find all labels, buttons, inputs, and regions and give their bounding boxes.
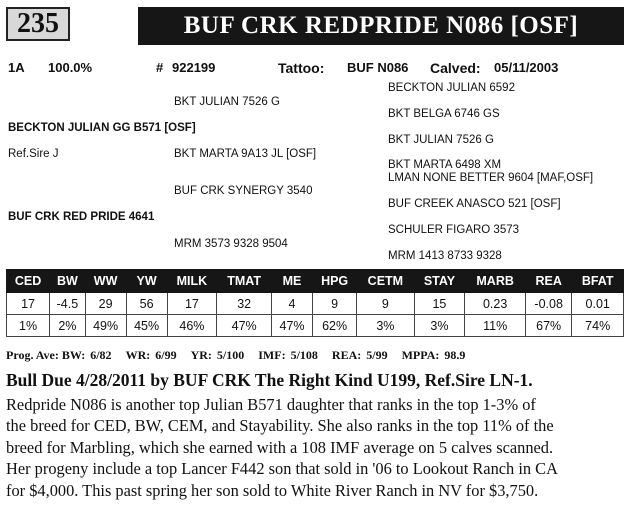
epd-percentile-cell: 47%: [217, 315, 272, 337]
progeny-value: 5/99: [366, 348, 388, 362]
progeny-label: IMF:: [258, 348, 286, 362]
epd-value-cell: 17: [7, 293, 50, 315]
epd-header-cell: MILK: [167, 270, 217, 293]
pedigree-ref-sire: Ref.Sire J: [8, 148, 59, 160]
progeny-label: WR:: [125, 348, 151, 362]
epd-percentile-cell: 67%: [525, 315, 571, 337]
description-line: the breed for CED, BW, CEM, and Stayability. She also ranks in the top 11% of the: [6, 416, 554, 436]
epd-header-cell: BW: [50, 270, 85, 293]
epd-header-row: [7, 270, 624, 293]
pedigree-ssd: BKT BELGA 6746 GS: [388, 108, 500, 120]
progeny-value: 6/82: [90, 348, 112, 362]
epd-percentile-cell: 62%: [313, 315, 357, 337]
pedigree-dds: SCHULER FIGARO 3573: [388, 224, 520, 236]
pedigree-dam-dam: MRM 3573 9328 9504: [174, 238, 288, 250]
epd-percentile-cell: 49%: [85, 315, 126, 337]
pedigree-dam: BUF CRK RED PRIDE 4641: [8, 211, 155, 223]
description-line: breed for Marbling, which she earned with a 108 IMF average on 5 calves scanned.: [6, 437, 554, 457]
epd-percentile-cell: 1%: [7, 315, 50, 337]
breed-code: 1A: [8, 60, 25, 75]
pedigree-sire-dam: BKT MARTA 9A13 JL [OSF]: [174, 148, 317, 160]
epd-percentile-cell: 3%: [414, 315, 465, 337]
epd-value-cell: 9: [313, 293, 357, 315]
progeny-item: [6, 348, 112, 362]
tattoo-label: Tattoo:: [278, 60, 325, 76]
progeny-value: 98.9: [444, 348, 466, 362]
epd-percentile-cell: 2%: [50, 315, 85, 337]
epd-value-cell: 17: [167, 293, 217, 315]
progeny-label: Prog. Ave: BW:: [6, 348, 86, 362]
epd-value-cell: 0.23: [465, 293, 526, 315]
epd-percentile-cell: 74%: [572, 315, 624, 337]
epd-value-cell: 4: [272, 293, 313, 315]
epd-value-cell: -4.5: [50, 293, 85, 315]
epd-value-cell: 32: [217, 293, 272, 315]
epd-header-cell: MARB: [465, 270, 526, 293]
progeny-item: [332, 348, 388, 362]
bull-due: Bull Due 4/28/2011 by BUF CRK The Right Kind U199, Ref.Sire LN-1.: [6, 370, 533, 390]
epd-header-cell: STAY: [414, 270, 465, 293]
epd-header-cell: HPG: [313, 270, 357, 293]
pedigree-sds: BKT JULIAN 7526 G: [388, 134, 494, 146]
progeny-averages: [6, 348, 479, 363]
progeny-label: YR:: [190, 348, 212, 362]
progeny-value: 5/108: [290, 348, 318, 362]
epd-header-cell: ME: [272, 270, 313, 293]
epd-value-cell: 29: [85, 293, 126, 315]
epd-header-cell: CED: [7, 270, 50, 293]
description-line: Her progeny include a top Lancer F442 son that sold in '06 to Lookout Ranch in CA: [6, 459, 558, 479]
epd-value-cell: 0.01: [572, 293, 624, 315]
tattoo-value: BUF N086: [347, 60, 409, 75]
pedigree-sss: BECKTON JULIAN 6592: [388, 82, 515, 94]
pedigree-sire-sire: BKT JULIAN 7526 G: [174, 96, 280, 108]
progeny-item: [258, 348, 318, 362]
registration-label: #: [156, 60, 164, 75]
progeny-item: [402, 348, 466, 362]
epd-value-cell: 9: [357, 293, 414, 315]
epd-percentile-cell: 11%: [465, 315, 526, 337]
epd-header-cell: YW: [126, 270, 167, 293]
description: [6, 394, 626, 501]
epd-header-cell: BFAT: [572, 270, 624, 293]
epd-percentile-cell: 45%: [126, 315, 167, 337]
pedigree-dam-sire: BUF CRK SYNERGY 3540: [174, 185, 313, 197]
epd-header-cell: TMAT: [217, 270, 272, 293]
lot-number: 235: [6, 7, 70, 41]
pedigree-ddd: MRM 1413 8733 9328: [388, 250, 502, 262]
progeny-value: 6/99: [155, 348, 177, 362]
epd-header-cell: REA: [525, 270, 571, 293]
epd-percentile-cell: 3%: [357, 315, 414, 337]
progeny-item: [126, 348, 177, 362]
epd-header-cell: CETM: [357, 270, 414, 293]
epd-value-cell: -0.08: [525, 293, 571, 315]
epd-values-row: [7, 293, 624, 315]
description-line: Redpride N086 is another top Julian B571 daughter that ranks in the top 1-3% of: [6, 395, 536, 414]
animal-name: BUF CRK REDPRIDE N086 [OSF]: [138, 7, 624, 45]
epd-percentiles-row: [7, 315, 624, 337]
epd-table: [6, 269, 624, 337]
pedigree-dss: LMAN NONE BETTER 9604 [MAF,OSF]: [388, 172, 594, 184]
epd-value-cell: 15: [414, 293, 465, 315]
description-line: for $4,000. This past spring her son sold to White River Ranch in NV for $3,750.: [6, 480, 539, 500]
calved-date: 05/11/2003: [494, 60, 559, 75]
pedigree-sdd: BKT MARTA 6498 XM: [388, 159, 502, 171]
registration-number: 922199: [172, 60, 216, 75]
epd-value-cell: 56: [126, 293, 167, 315]
epd-percentile-cell: 47%: [272, 315, 313, 337]
progeny-label: REA:: [331, 348, 362, 362]
pedigree-dsd: BUF CREEK ANASCO 521 [OSF]: [388, 198, 561, 210]
epd-percentile-cell: 46%: [167, 315, 217, 337]
progeny-label: MPPA:: [401, 348, 440, 362]
breed-percent: 100.0%: [48, 60, 93, 75]
progeny-item: [191, 348, 245, 362]
calved-label: Calved:: [430, 60, 481, 76]
pedigree-sire: BECKTON JULIAN GG B571 [OSF]: [8, 122, 196, 134]
epd-header-cell: WW: [85, 270, 126, 293]
progeny-value: 5/100: [216, 348, 245, 362]
